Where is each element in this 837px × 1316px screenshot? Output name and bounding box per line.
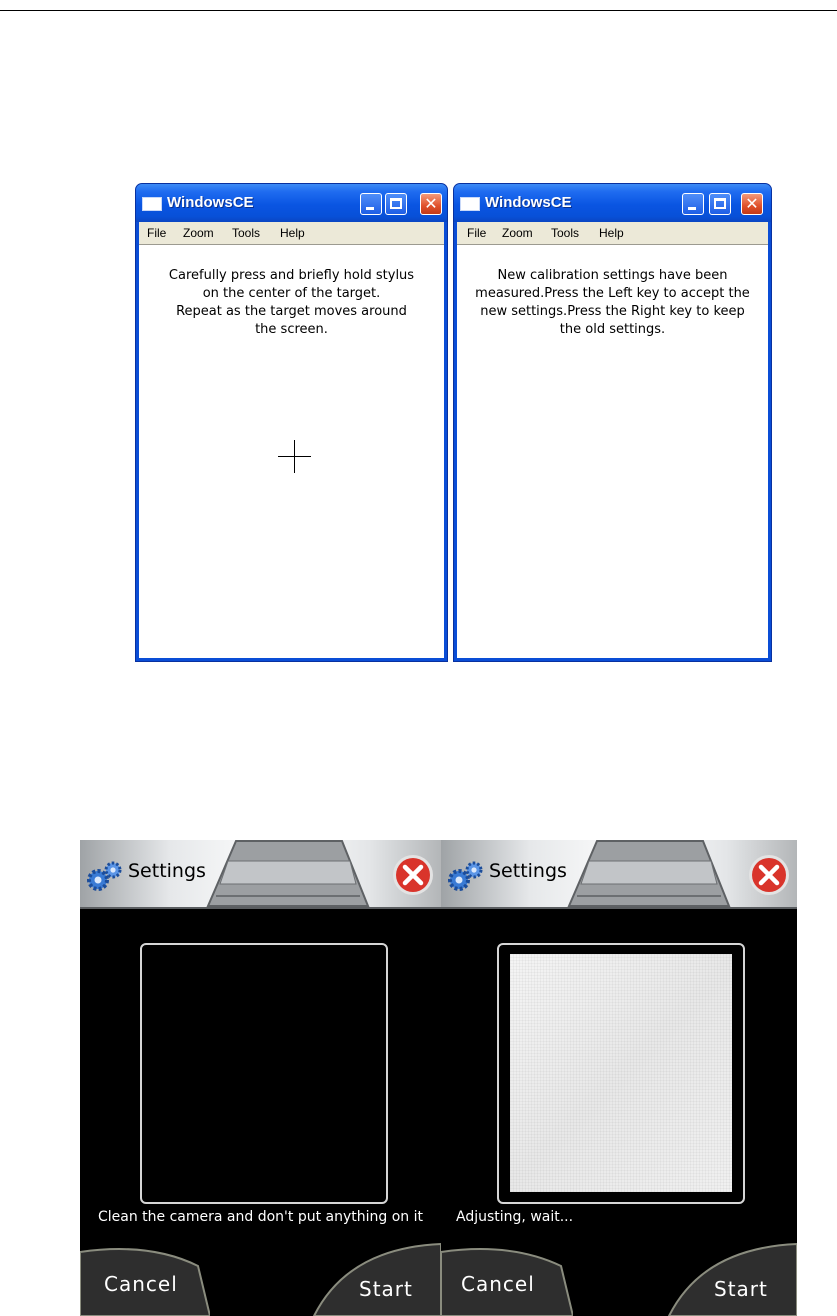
page-top-rule <box>0 10 837 11</box>
settings-header <box>80 840 441 909</box>
settings-title: Settings <box>128 860 206 882</box>
window-icon <box>460 197 480 211</box>
maximize-button[interactable] <box>709 193 731 215</box>
calibration-result-message: New calibration settings have been measured.Press the Left key to accept the new settings.Press the Right key to keep the old settings. <box>475 268 750 337</box>
close-button[interactable] <box>741 193 763 215</box>
drag-handle[interactable] <box>206 840 370 907</box>
settings-title: Settings <box>489 860 567 882</box>
drag-handle[interactable] <box>567 840 731 907</box>
settings-header <box>441 840 797 909</box>
title-bar[interactable] <box>454 184 771 222</box>
close-circle-icon[interactable] <box>391 853 435 897</box>
menu-help[interactable]: Help <box>280 226 305 240</box>
window-title: WindowsCE <box>167 194 254 211</box>
minimize-button[interactable] <box>360 193 382 215</box>
calibration-area[interactable] <box>139 244 444 658</box>
calibration-result-area[interactable] <box>457 244 768 658</box>
close-icon: ✕ <box>745 194 759 213</box>
calibration-instructions: Carefully press and briefly hold stylus on the center of the target. Repeat as the target moves around the screen. <box>168 268 415 337</box>
title-bar[interactable] <box>136 184 447 222</box>
menu-tools[interactable]: Tools <box>551 226 580 240</box>
minimize-icon <box>366 207 374 210</box>
window-icon <box>142 197 162 211</box>
close-circle-icon[interactable] <box>747 853 791 897</box>
wince-window-confirm <box>453 183 772 662</box>
menu-tools[interactable]: Tools <box>232 226 261 240</box>
menu-file[interactable]: File <box>147 226 167 240</box>
cancel-label[interactable]: Cancel <box>104 1272 178 1296</box>
status-message: Adjusting, wait... <box>456 1209 574 1225</box>
maximize-icon <box>390 198 402 209</box>
window-title: WindowsCE <box>485 194 572 211</box>
start-label[interactable]: Start <box>359 1277 413 1301</box>
minimize-button[interactable] <box>682 193 704 215</box>
menu-zoom[interactable]: Zoom <box>502 226 533 240</box>
menu-zoom[interactable]: Zoom <box>183 226 214 240</box>
camera-settings-panel-adjusting <box>441 840 797 1316</box>
menu-file[interactable]: File <box>467 226 487 240</box>
gear-icon <box>445 858 489 894</box>
camera-settings-panel-idle <box>80 840 441 1316</box>
menu-help[interactable]: Help <box>599 226 624 240</box>
camera-preview-frame <box>140 943 388 1204</box>
gear-icon <box>84 858 128 894</box>
menu-bar <box>457 222 768 244</box>
close-button[interactable] <box>420 193 442 215</box>
cancel-label[interactable]: Cancel <box>461 1272 535 1296</box>
menu-bar <box>139 222 444 244</box>
start-label[interactable]: Start <box>714 1277 768 1301</box>
close-icon: ✕ <box>424 194 438 213</box>
camera-preview-image <box>510 954 732 1192</box>
wince-window-calibrate <box>135 183 448 662</box>
maximize-icon <box>714 198 726 209</box>
maximize-button[interactable] <box>385 193 407 215</box>
status-message: Clean the camera and don't put anything on it <box>98 1209 423 1225</box>
camera-preview-frame <box>497 943 745 1204</box>
minimize-icon <box>688 207 696 210</box>
